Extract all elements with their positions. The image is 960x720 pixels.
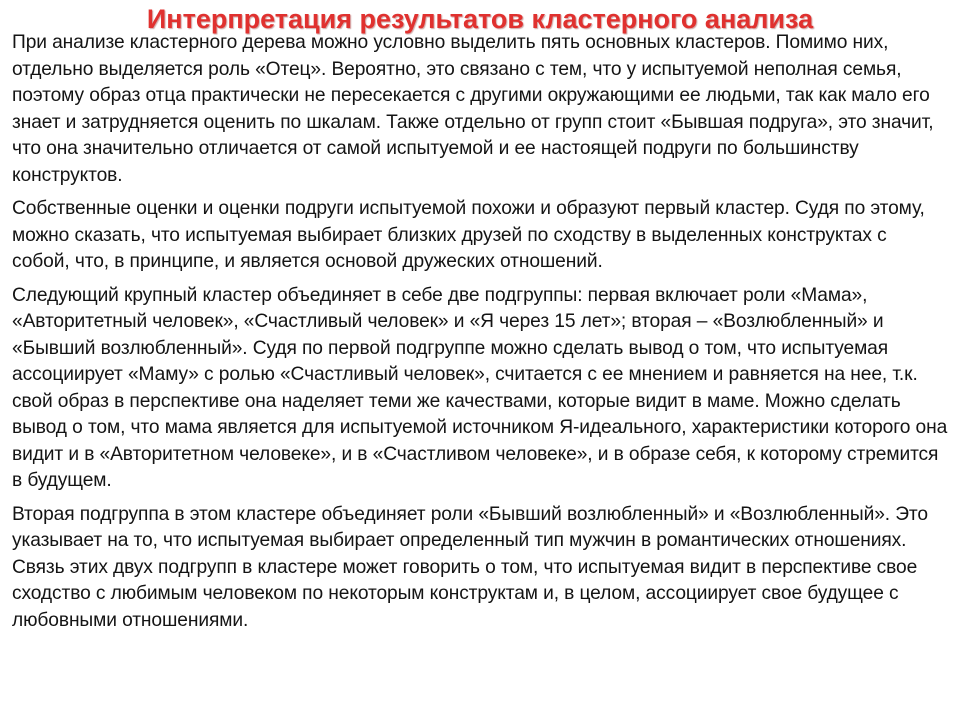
paragraph-1: При анализе кластерного дерева можно условно выделить пять основных кластеров. Помимо них, отдельно выделяется роль «Отец». Вероятно, это связано с тем, что у испытуемой неполная семья, поэтому образ отца практически не пересекается с другими окружающими ее людьми, так как мало его знает и затрудняется оценить по шкалам. Также отдельно от групп стоит «Бывшая подруга», это значит, что она значительно отличается от самой испытуемой и ее настоящей подруги по большинству конструктов. xyxy=(12,32,934,186)
slide-body xyxy=(12,30,948,641)
paragraph-2: Собственные оценки и оценки подруги испытуемой похожи и образуют первый кластер. Судя по этому, можно сказать, что испытуемая выбирает близких друзей по сходству в выделенных конструктах с собой, что, в принципе, и является основой дружеских отношений. xyxy=(12,198,925,272)
paragraph-3: Следующий крупный кластер объединяет в себе две подгруппы: первая включает роли «Мама», «Авторитетный человек», «Счастливый человек» и «Я через 15 лет»; вторая – «Возлюбленный» и «Бывший возлюбленный». Судя по первой подгруппе можно сделать вывод о том, что испытуемая ассоциирует «Маму» с ролью «Счастливый человек», считается с ее мнением и равняется на нее, т.к. свой образ в перспективе она наделяет теми же качествами, которые видит в маме. Можно сделать вывод о том, что мама является для испытуемой источником Я-идеального, характеристики которого она видит и в «Авторитетном человеке», и в «Счастливом человеке», и в образе себя, к которому стремится в будущем. xyxy=(12,284,948,491)
paragraph-4: Вторая подгруппа в этом кластере объединяет роли «Бывший возлюбленный» и «Возлюбленный». Это указывает на то, что испытуемая выбирает определенный тип мужчин в романтических отношениях. Связь этих двух подгрупп в кластере может говорить о том, что испытуемая видит в перспективе свое сходство с любимым человеком по некоторым конструктам и, в целом, ассоциирует свое будущее с любовными отношениями. xyxy=(12,503,928,631)
slide-title: Интерпретация результатов кластерного анализа xyxy=(146,4,814,34)
